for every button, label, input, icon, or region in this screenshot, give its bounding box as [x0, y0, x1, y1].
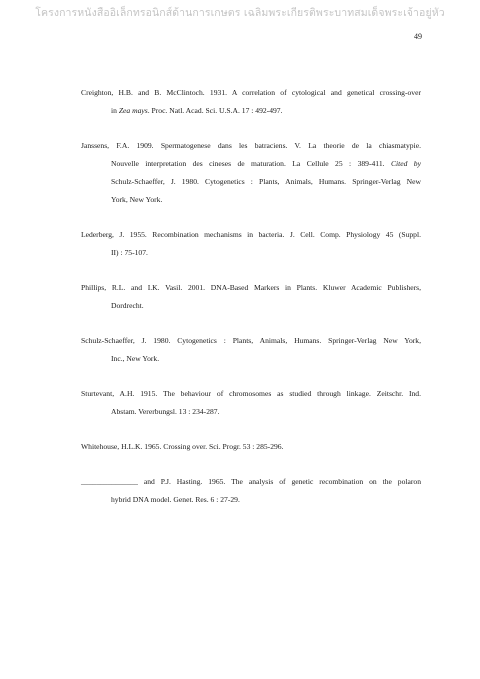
reference-line — [81, 102, 421, 120]
page-number: 49 — [414, 32, 422, 41]
reference-line — [81, 137, 421, 155]
reference-entry — [81, 84, 421, 120]
reference-line — [81, 438, 421, 456]
reference-line — [81, 191, 421, 209]
reference-line — [81, 473, 421, 491]
watermark-text: โครงการหนังสืออิเล็กทรอนิกส์ด้านการเกษตร เฉลิมพระเกียรติพระบาทสมเด็จพระเจ้าอยู่หัว — [35, 7, 445, 19]
reference-line — [81, 403, 421, 421]
reference-line — [81, 350, 421, 368]
reference-text: Cited by — [390, 159, 421, 168]
reference-entry — [81, 226, 421, 262]
reference-text: Nouvelle interpretation des cineses de maturation. La Cellule 25 : 389-411. — [111, 159, 391, 168]
reference-text: Janssens, F.A. 1909. Spermatogenese dans les batraciens. V. La theorie de la chiasmatypie. — [81, 141, 421, 150]
reference-entry — [81, 438, 421, 456]
reference-text: Schulz-Schaeffer, J. 1980. Cytogenetics : Plants, Animals, Humans. Springer-Verlag New York, — [81, 336, 421, 345]
reference-text: Dordrecht. — [111, 301, 144, 310]
reference-line — [81, 226, 421, 244]
reference-text: Whitehouse, H.L.K. 1965. Crossing over. Sci. Progr. 53 : 285-296. — [81, 442, 284, 451]
reference-text: Creighton, H.B. and B. McClintoch. 1931. A correlation of cytological and genetical crossing-over — [81, 88, 421, 97]
reference-line — [81, 385, 421, 403]
reference-line — [81, 155, 421, 173]
reference-text: hybrid DNA model. Genet. Res. 6 : 27-29. — [111, 495, 240, 504]
reference-entry — [81, 279, 421, 315]
reference-entry — [81, 385, 421, 421]
reference-line — [81, 332, 421, 350]
reference-text: _______________ and P.J. Hasting. 1965. The analysis of genetic recombination on the polaron — [81, 477, 421, 486]
reference-text: Lederberg, J. 1955. Recombination mechanisms in bacteria. J. Cell. Comp. Physiology 45 (Suppl. — [81, 230, 421, 239]
reference-line — [81, 244, 421, 262]
reference-line — [81, 297, 421, 315]
reference-line — [81, 173, 421, 191]
reference-line — [81, 84, 421, 102]
reference-text: Sturtevant, A.H. 1915. The behaviour of chromosomes as studied through linkage. Zeitschr. Ind. — [81, 389, 421, 398]
reference-list — [81, 84, 421, 526]
reference-text: Phillips, R.L. and I.K. Vasil. 2001. DNA-Based Markers in Plants. Kluwer Academic Publishers, — [81, 283, 421, 292]
reference-text: Schulz-Schaeffer, J. 1980. Cytogenetics : Plants, Animals, Humans. Springer-Verlag New — [111, 177, 421, 186]
reference-text: Inc., New York. — [111, 354, 160, 363]
reference-text: . Proc. Natl. Acad. Sci. U.S.A. 17 : 492-497. — [147, 106, 283, 115]
reference-entry — [81, 332, 421, 368]
reference-entry — [81, 137, 421, 209]
reference-line — [81, 491, 421, 509]
reference-text: Zea mays — [118, 106, 148, 115]
reference-text: in — [111, 106, 119, 115]
reference-text: II) : 75-107. — [111, 248, 148, 257]
reference-text: York, New York. — [111, 195, 163, 204]
reference-text: Abstam. Vererbungsl. 13 : 234-287. — [111, 407, 220, 416]
reference-entry — [81, 473, 421, 509]
reference-line — [81, 279, 421, 297]
